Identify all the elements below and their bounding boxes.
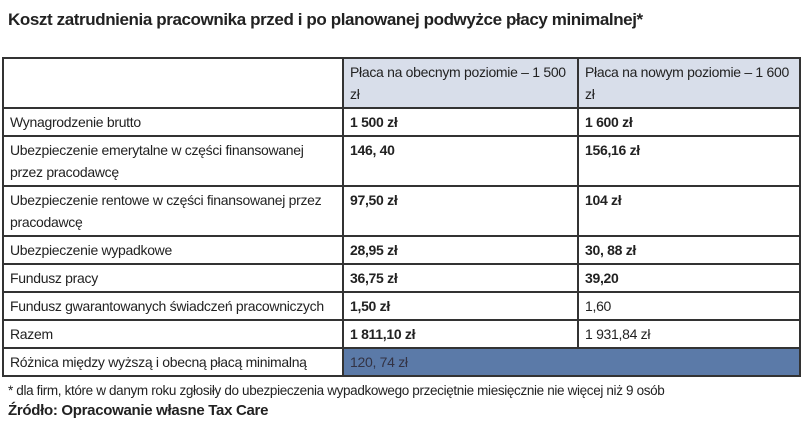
current-value: 146, 40 <box>343 136 578 186</box>
difference-value: 120, 74 zł <box>343 348 800 376</box>
row-label: Fundusz pracy <box>3 264 343 292</box>
row-label: Ubezpieczenie rentowe w części finansowanej przez pracodawcę <box>3 186 343 236</box>
current-value: 36,75 zł <box>343 264 578 292</box>
row-label: Razem <box>3 320 343 348</box>
row-label: Ubezpieczenie wypadkowe <box>3 236 343 264</box>
current-value: 28,95 zł <box>343 236 578 264</box>
source: Źródło: Opracowanie własne Tax Care <box>8 402 269 419</box>
table-row <box>3 264 800 292</box>
header-current: Płaca na obecnym poziomie – 1 500 zł <box>343 58 578 108</box>
table-row <box>3 320 800 348</box>
table-row <box>3 236 800 264</box>
header-new: Płaca na nowym poziomie – 1 600 zł <box>578 58 800 108</box>
header-empty <box>3 58 343 108</box>
current-value: 1 811,10 zł <box>343 320 578 348</box>
new-value: 1 931,84 zł <box>578 320 800 348</box>
row-label: Ubezpieczenie emerytalne w części finansowanej przez pracodawcę <box>3 136 343 186</box>
cost-table <box>2 57 801 377</box>
header-row <box>3 58 800 108</box>
current-value: 97,50 zł <box>343 186 578 236</box>
new-value: 30, 88 zł <box>578 236 800 264</box>
new-value: 39,20 <box>578 264 800 292</box>
new-value: 1 600 zł <box>578 108 800 136</box>
table-row <box>3 108 800 136</box>
new-value: 1,60 <box>578 292 800 320</box>
current-value: 1,50 zł <box>343 292 578 320</box>
table-title: Koszt zatrudnienia pracownika przed i po planowanej podwyżce płacy minimalnej* <box>8 10 643 29</box>
row-label: Fundusz gwarantowanych świadczeń pracowniczych <box>3 292 343 320</box>
table-row <box>3 136 800 186</box>
new-value: 104 zł <box>578 186 800 236</box>
new-value: 156,16 zł <box>578 136 800 186</box>
footnote: * dla firm, które w danym roku zgłosiły do ubezpieczenia wypadkowego przeciętnie miesięcznie nie więcej niż 9 osób <box>8 383 665 398</box>
row-label: Różnica między wyższą i obecną płacą minimalną <box>3 348 343 376</box>
difference-row <box>3 348 800 376</box>
row-label: Wynagrodzenie brutto <box>3 108 343 136</box>
table-row <box>3 292 800 320</box>
current-value: 1 500 zł <box>343 108 578 136</box>
table-row <box>3 186 800 236</box>
